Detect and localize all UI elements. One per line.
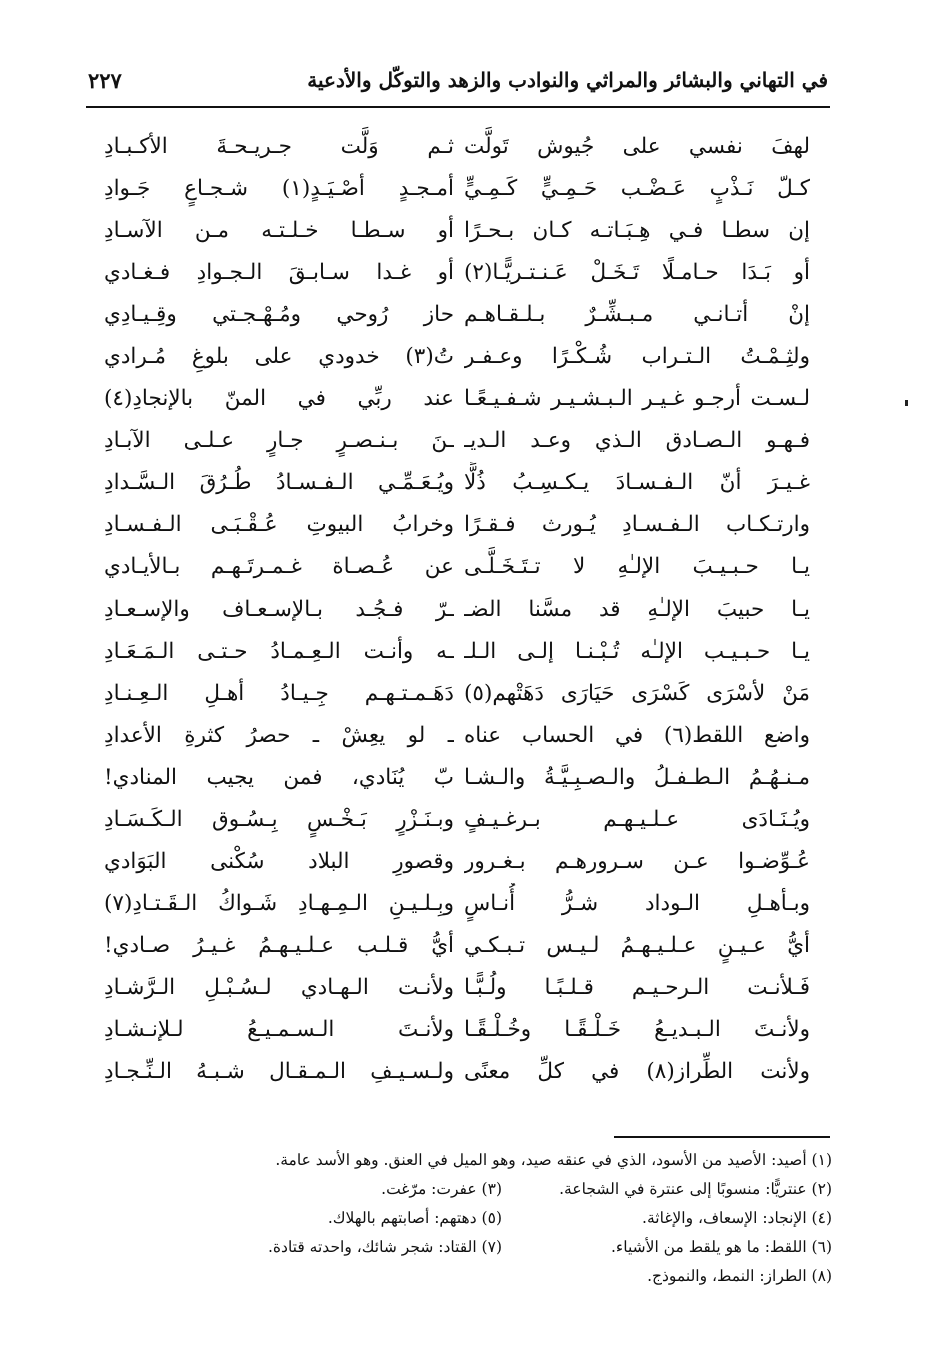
footnote-separator <box>614 1136 830 1138</box>
verse-first-half: غـيـرَ أنّ الـفـسـادَ يـكـسِـبُ ذُلًّا <box>464 470 810 496</box>
verse-first-half: ولثِـمْـتُ الـتـراب شُـكْـرًا وعـفـر <box>464 344 810 370</box>
footnote-line <box>132 1175 832 1204</box>
verse-second-half: ـ لو يعِشْ ـ حصرُ كثرةِ الأعدادِ <box>104 722 454 748</box>
page-number: ٢٢٧ <box>88 68 122 93</box>
verse-first-half: مـنـهُـمُ الـطـفـلُ والـصـبِـيَّـةُ والـشـا <box>464 764 810 790</box>
verse-first-half: لهفَ نفسي على جُيوش تَولَّت <box>464 134 810 159</box>
verse-second-half: أو غـدا سـابـقَ الـجـوادِ فـغـادي <box>104 260 454 286</box>
verse-first-half: يـا حبيبَ الإلـٰهِ قد مسَّنا الضـ <box>464 596 810 622</box>
verse-first-half: ويُـنَـادَى عـلـيـهـم بـرغـيـفٍ <box>464 806 810 832</box>
footnote-line <box>132 1204 832 1233</box>
verse-second-half: أمـجـدٍ أصْـيَـدٍ(١) شـجـاعٍ جَـوادِ <box>104 176 454 202</box>
footnote-line <box>132 1233 832 1262</box>
verse-first-half: مَنْ لأسْرَى كَسْرَى حَيَارَى دَهَتْهم(٥) <box>464 680 810 706</box>
footnotes <box>132 1146 832 1291</box>
footnote: (٤) الإنجاد: الإسعاف، والإغاثة. <box>642 1209 832 1227</box>
verse-column-right <box>464 126 810 1093</box>
verse-first-half: إن سطـا فـي هِـبَـاتـه كـان بـحـرًا <box>464 218 810 244</box>
verse-column-left <box>104 126 454 1093</box>
verse-second-half: وبـنَـزْرٍ بَـخْـسٍ بِـسُـوق الـكَـسَـادِ <box>104 806 454 832</box>
verse-second-half: عند ربِّي في المنّ بالإنجادِ(٤) <box>104 386 454 412</box>
footnote: (٥) دهتهم: أصابتهم بالهلاك. <box>327 1209 502 1227</box>
verse-first-half: وبـأهـلِ الـوداد شـرُّ أُنـاسٍ <box>464 890 810 916</box>
verse-second-half: ـرّ فـجُـد بـالإسـعـاف والإسـعـادِ <box>104 596 454 622</box>
header-rule <box>86 106 830 108</box>
verse-second-half: بّ يُنَادي، فمن يجيب المنادي! <box>104 764 454 790</box>
verse-first-half: فـهـو الـصـادق الـذي وعـد الـديـ <box>464 428 810 454</box>
footnote-line <box>132 1146 832 1175</box>
running-header <box>88 66 828 106</box>
verse-first-half: ولأنـتَ الـبـديـعُ خَـلْـقًـا وخُـلْـقًـا <box>464 1016 810 1042</box>
verse-second-half: وقصورِ البلاد سُكْنى البَوَادي <box>104 848 454 874</box>
verse-second-half: عن عُـصـاة غـمـرتَـهـم بـالأيـادي <box>104 554 454 580</box>
footnote: (٢) عنتريًّا: منسوبًا إلى عنترة في الشجاعة. <box>559 1180 832 1198</box>
verse-first-half: عُـوِّضـوا عـن سـرورهـم بـغـرور <box>464 848 810 874</box>
footnote-line <box>132 1262 832 1291</box>
verse-second-half: ثـم وَلَّت جـريـحـةَ الأكـبـادِ <box>104 134 454 159</box>
footnote: (١) أصيد: الأصيد من الأسود، الذي في عنقه صيد، وهو الميل في العنق. وهو الأسد عامة. <box>275 1151 832 1169</box>
verse-second-half: أو سـطـا خـلـتـه مـن الآسـادِ <box>104 218 454 244</box>
footnote: (٧) القتاد: شجر شائك، واحدته قتادة. <box>268 1238 502 1256</box>
verse-second-half: ويُـعَـمِّـي الـفـسـادُ طُـرُقَ الـسَّـدادِ <box>104 470 454 496</box>
footnote: (٨) الطراز: النمط، والنموذج. <box>647 1267 832 1285</box>
verse-first-half: واضع اللقط(٦) في الحساب عناه <box>464 722 810 748</box>
verse-first-half: إنْ أتـانـي مـبـشِّـرٌ بـلـقـاهـم <box>464 302 810 328</box>
verse-first-half: أيُّ عـيـنٍ عـلـيـهـمُ لـيـس تـبـكـي <box>464 932 810 958</box>
verse-second-half: ولأنـتَ الـسـمـيـعُ لـلإنـشـادِ <box>104 1016 454 1042</box>
verse-second-half: تُ(٣) خدودي على بلوغِ مُـرادي <box>104 344 454 370</box>
verse-second-half: ـه وأنـت الـعِـمـادُ حـتـى الـمَـعَـادِ <box>104 638 454 664</box>
scan-mark <box>905 400 908 406</box>
verse-first-half: يـا حـبـيـب الإلـٰه تُـبْـنـا إلـى الـلـ <box>464 638 810 664</box>
verse-second-half: أيُّ قـلـب عـلـيـهـمُ غـيـرُ صـادي! <box>104 932 454 958</box>
verse-second-half: ولأنـت الـهـادي لـسُـبْـلِ الـرَّشـادِ <box>104 974 454 1000</box>
verse-first-half: وارتـكـاب الـفـسـادِ يُـورث فـقـرًا <box>464 512 810 538</box>
verse-first-half: فَـلأنـت الـرحـيـم قـلـبًـا ولُـبًّـا <box>464 974 810 1000</box>
footnote: (٦) اللقط: ما هو يلقط من الأشياء. <box>611 1238 832 1256</box>
verse-second-half: وخرابُ البيوتِ عُـقْـبَـى الـفـسـادِ <box>104 512 454 538</box>
verse-first-half: أو بَـدَا حـامـلًا تَـخَـلْ عَـنـتـريًّـا(٢) <box>464 260 810 286</box>
chapter-title: في التهاني والبشائر والمراثي والنوادب والزهد والتوكّل والأدعية <box>307 68 828 92</box>
verse-first-half: يـا حـبـيـبَ الإلـٰهِ لا تـتَـخَـلَّـى <box>464 554 810 580</box>
verse-first-half: كـلّ نَـذْبٍ عَـضْـب حَـمِـيٍّ كَـمِـيٍّ <box>464 176 810 202</box>
verse-second-half: دَهَـمـتـهـم جِـيـادُ أهـلِ الـعِـنـادِ <box>104 680 454 706</box>
verse-second-half: حاز رُوحي ومُـهْـجـتي وقِـيـادِي <box>104 302 454 328</box>
verse-second-half: وبِـلـيـنِ الـمِـهـادِ شَـواكُ الـقَـتـادِ(٧) <box>104 890 454 916</box>
verse-second-half: ـنَ بـنـصـرٍ جـارٍ عـلـى الآبـادِ <box>104 428 454 454</box>
footnote: (٣) عفرت: مرّغت. <box>381 1180 502 1198</box>
verse-second-half: ولـسـيـفِ الـمـقـال شـبـهُ الـنِّـجـادِ <box>104 1059 454 1085</box>
verse-first-half: ولأنت الطِّراز(٨) في كلِّ معنًى <box>464 1059 810 1085</box>
verse-first-half: لـسـت أرجـو غـيـر الـبـشـيـر شـفـيـعًـا <box>464 386 810 412</box>
